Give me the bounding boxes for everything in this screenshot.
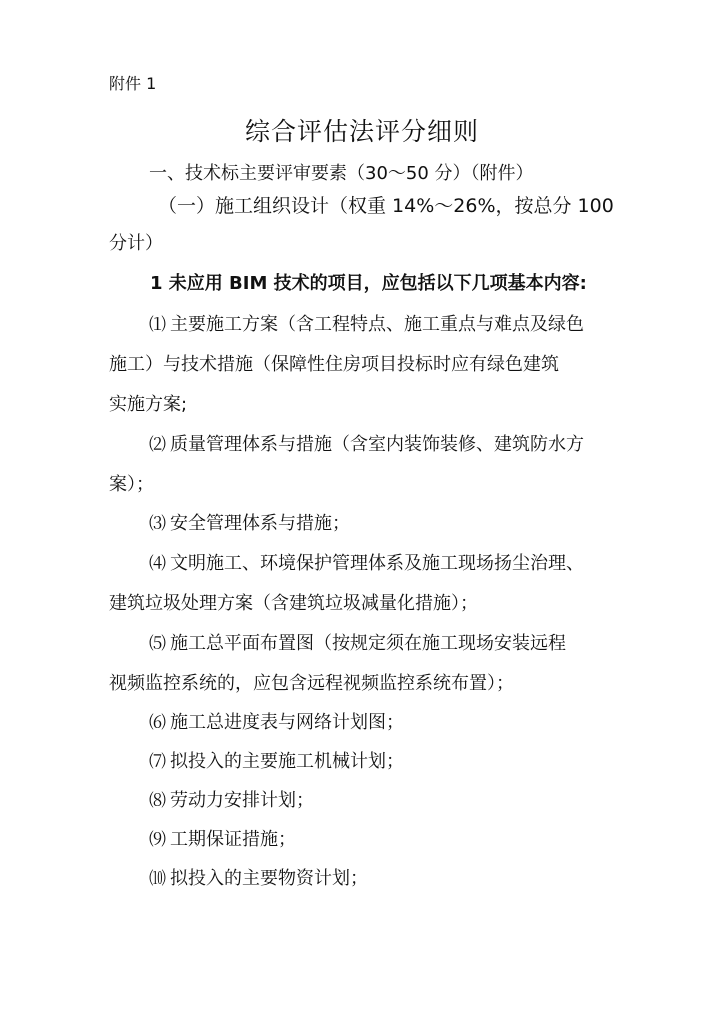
item-text-continued: 建筑垃圾处理方案（含建筑垃圾减量化措施）； [109, 593, 478, 614]
item-text: 劳动力安排计划； [170, 790, 314, 811]
item-number: ⑽ [149, 869, 166, 889]
page-title: 综合评估法评分细则 [244, 117, 479, 146]
list-item [149, 750, 404, 774]
list-item [149, 433, 584, 457]
item-number: ⑶ [149, 514, 166, 534]
list-item [149, 867, 368, 891]
item-text: 施工总平面布置图（按规定须在施工现场安装远程 [170, 633, 566, 654]
item-number: ⑼ [149, 830, 166, 850]
item-text-continued: 施工）与技术措施（保障性住房项目投标时应有绿色建筑 [109, 354, 559, 375]
list-item [149, 632, 566, 656]
list-item [149, 711, 404, 735]
section-heading: 一、技术标主要评审要素（30～50 分）（附件） [149, 163, 534, 184]
bold-heading: 1 未应用 BIM 技术的项目，应包括以下几项基本内容: [150, 273, 587, 294]
attachment-label: 附件 1 [109, 74, 157, 93]
item-number: ⑻ [149, 791, 166, 811]
list-item [149, 828, 296, 852]
item-number: ⑸ [149, 634, 166, 654]
list-item [149, 512, 350, 536]
item-text-continued: 实施方案; [109, 394, 188, 415]
item-text: 拟投入的主要施工机械计划； [170, 751, 404, 772]
item-text: 拟投入的主要物资计划； [170, 868, 368, 889]
item-text: 质量管理体系与措施（含室内装饰装修、建筑防水方 [170, 434, 584, 455]
subsection-heading-line2: 分计） [109, 233, 163, 254]
list-item [149, 552, 584, 576]
item-text: 安全管理体系与措施； [170, 513, 350, 534]
item-number: ⑴ [149, 315, 166, 335]
item-text: 主要施工方案（含工程特点、施工重点与难点及绿色 [170, 314, 584, 335]
list-item [149, 313, 584, 337]
item-number: ⑹ [149, 713, 166, 733]
item-text: 工期保证措施； [170, 829, 296, 850]
item-text: 施工总进度表与网络计划图； [170, 712, 404, 733]
item-text-continued: 视频监控系统的，应包含远程视频监控系统布置）； [109, 673, 514, 694]
item-number: ⑷ [149, 554, 166, 574]
item-number: ⑵ [149, 435, 166, 455]
item-text-continued: 案）； [109, 474, 154, 495]
list-item [149, 789, 314, 813]
item-number: ⑺ [149, 752, 166, 772]
subsection-heading-line1: （一）施工组织设计（权重 14%～26%，按总分 100 [158, 195, 614, 217]
item-text: 文明施工、环境保护管理体系及施工现场扬尘治理、 [170, 553, 584, 574]
